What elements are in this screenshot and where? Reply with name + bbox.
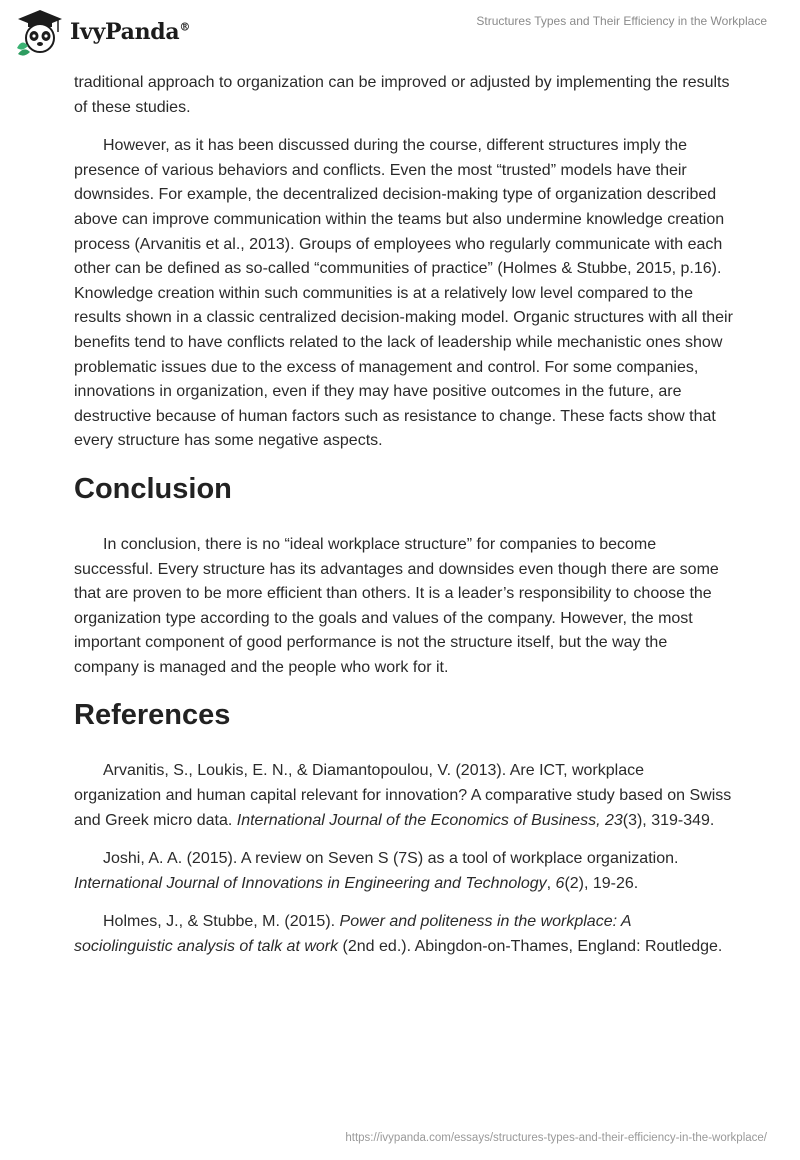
conclusion-heading: Conclusion bbox=[74, 472, 232, 505]
body-paragraph: traditional approach to organization can be improved or adjusted by implementing the results of these studies. bbox=[74, 74, 730, 116]
essay-content bbox=[74, 71, 734, 974]
ivypanda-logo[interactable] bbox=[14, 8, 190, 56]
document-title: Structures Types and Their Efficiency in the Workplace bbox=[476, 14, 767, 28]
references-heading: References bbox=[74, 699, 231, 732]
panda-graduate-icon bbox=[14, 8, 66, 56]
brand-name: IvyPanda® bbox=[70, 19, 191, 45]
body-paragraph: However, as it has been discussed during the course, different structures imply the presence of various behaviors and conflicts. Even the most “trusted” models have their downsides. For example, the decentralized decision-making type of organization described above can improve communication within the teams but also undermine knowledge creation process (Arvanitis et al., 2013). Groups of employees who regularly communicate with each other can be defined as so-called “communities of practice” (Holmes & Stubbe, 2015, p.16). Knowledge creation within such communities is at a relatively low level compared to the results shown in a classic centralized decision-making model. Organic structures with all their benefits tend to have conflicts related to the lack of leadership while mechanistic ones show problematic issues due to the excess of management and control. For some companies, innovations in organization, even if they may have positive outcomes in the future, are destructive because of human factors such as resistance to change. These facts show that every structure has some negative aspects. bbox=[74, 137, 733, 450]
source-url-link[interactable]: https://ivypanda.com/essays/structures-types-and-their-efficiency-in-the-workplace/ bbox=[345, 1132, 767, 1144]
reference-item: Arvanitis, S., Loukis, E. N., & Diamantopoulou, V. (2013). Are ICT, workplace organization and human capital relevant for innovation? A comparative study based on Swiss and Greek micro data. International Journal of the Economics of Business, 23(3), 319-349. bbox=[74, 762, 732, 829]
page-header bbox=[0, 0, 800, 70]
reference-item: Joshi, A. A. (2015). A review on Seven S (7S) as a tool of workplace organization. International Journal of Innovations in Engineering and Technology, 6(2), 19-26. bbox=[74, 850, 679, 892]
reference-item: Holmes, J., & Stubbe, M. (2015). Power and politeness in the workplace: A sociolinguistic analysis of talk at work (2nd ed.). Abingdon-on-Thames, England: Routledge. bbox=[74, 913, 723, 956]
conclusion-paragraph: In conclusion, there is no “ideal workplace structure” for companies to become successful. Every structure has its advantages and downsides even though there are some that are proven to be more efficient than others. It is a leader’s responsibility to choose the organization type according to the goals and values of the company. However, the most important component of good performance is not the structure itself, but the way the company is managed and the people who work for it. bbox=[74, 535, 719, 676]
